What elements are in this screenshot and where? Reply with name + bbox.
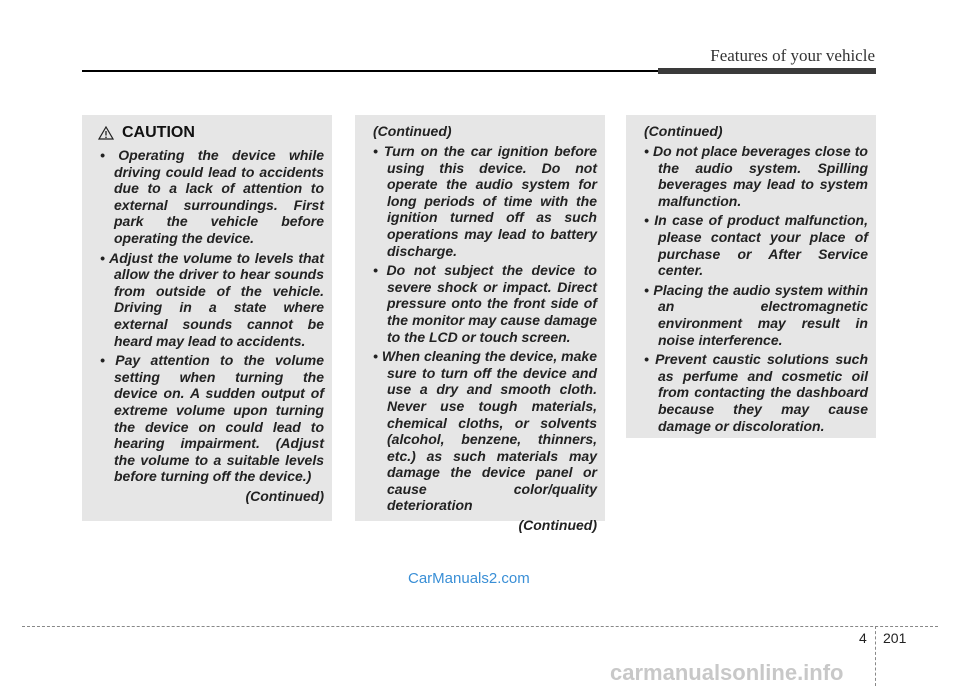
page-header-title: Features of your vehicle [710,46,875,65]
footer-divider [875,626,876,686]
caution-heading [98,123,324,143]
continued-label: (Continued) [518,517,597,534]
continued-label-top: (Continued) [644,123,723,139]
caution-box-1 [82,115,332,521]
caution-item: • Turn on the car ignition before using this device. Do not operate the audio system for long periods of time with the ignition turned off as such operations may lead to battery discharge. [365,143,597,259]
warning-triangle-icon [98,126,114,140]
caution-list-3 [636,143,868,434]
watermark-link[interactable]: CarManuals2.com [408,570,530,587]
footer-rule [22,626,938,627]
caution-item: • When cleaning the device, make sure to turn off the device and use a dry and smooth cloth. Never use tough materials, chemical cloths, or solvents (alcohol, benzene, thinners, etc.) as such materials may damage the device panel or cause color/quality deterioration [365,348,597,514]
page-number: 201 [883,630,907,646]
header-rule-accent [658,68,876,74]
caution-list-2 [365,143,597,514]
continued-label: (Continued) [245,487,324,504]
caution-item: • Placing the audio system within an electromagnetic environment may result in noise interference. [636,282,868,348]
continued-label-top: (Continued) [373,123,452,139]
site-watermark: carmanualsonline.info [610,660,844,685]
chapter-number: 4 [859,630,867,646]
caution-box-2 [355,115,605,534]
caution-item: • Adjust the volume to levels that allow the driver to hear sounds from outside of the vehicle. Driving in a state where external sounds cannot be heard may lead to accidents. [92,250,324,350]
caution-list-1 [92,147,324,485]
caution-item: • Do not place beverages close to the audio system. Spilling beverages may lead to system malfunction. [636,143,868,209]
caution-box-3 [626,115,876,438]
caution-item: • Prevent caustic solutions such as perfume and cosmetic oil from contacting the dashboard because they may cause damage or discoloration. [636,351,868,434]
caution-item: • Operating the device while driving could lead to accidents due to a lack of attention to external surroundings. First park the vehicle before operating the device. [92,147,324,247]
caution-title: CAUTION [122,124,195,141]
caution-item: • In case of product malfunction, please contact your place of purchase or After Service center. [636,212,868,278]
caution-item: • Do not subject the device to severe shock or impact. Direct pressure onto the front side of the monitor may cause damage to the LCD or touch screen. [365,262,597,345]
caution-item: • Pay attention to the volume setting when turning the device on. A sudden output of extreme volume upon turning the device on could lead to hearing impairment. (Adjust the volume to a suitable levels before turning off the device.) [92,352,324,485]
